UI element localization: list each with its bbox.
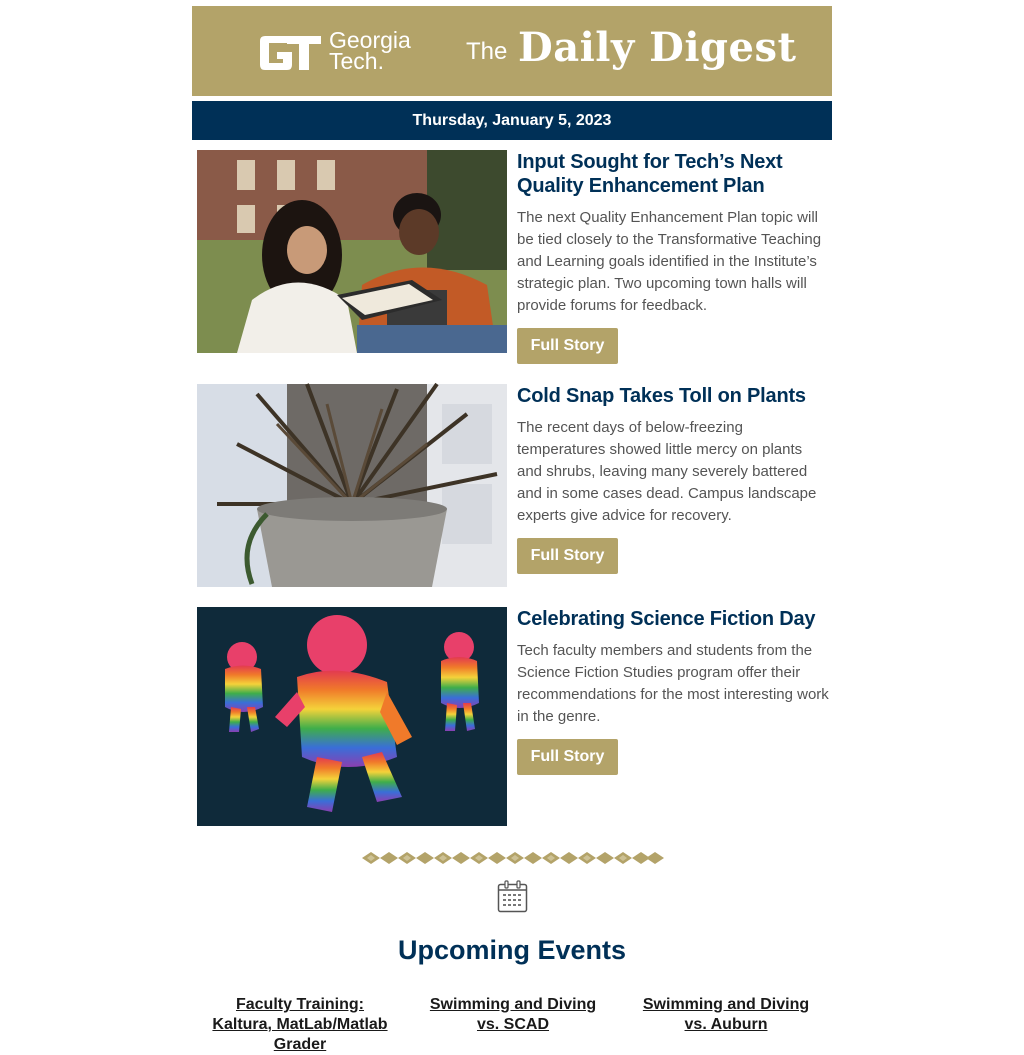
story-image-plants[interactable] <box>197 384 507 587</box>
masthead-banner <box>192 6 832 96</box>
story-image-students[interactable] <box>197 150 507 353</box>
georgia-tech-wordmark: Georgia Tech. <box>329 27 411 74</box>
event-link[interactable]: Faculty Training: Kaltura, MatLab/Matlab Grader <box>212 996 388 1053</box>
event-link[interactable]: Swimming and Diving vs. SCAD <box>429 996 597 1033</box>
full-story-button[interactable]: Full Story <box>517 538 618 574</box>
story-content <box>517 150 829 364</box>
full-story-button[interactable]: Full Story <box>517 328 618 364</box>
story-content <box>517 607 829 775</box>
gt-monogram-icon <box>259 32 323 74</box>
event-link[interactable]: Swimming and Diving vs. Auburn <box>642 996 810 1033</box>
newsletter-title: Daily Digest <box>518 24 797 71</box>
calendar-icon <box>497 880 528 913</box>
story-title[interactable]: Celebrating Science Fiction Day <box>517 608 816 630</box>
story-title[interactable]: Cold Snap Takes Toll on Plants <box>517 385 806 407</box>
story-summary: The recent days of below-freezing temperatures showed little mercy on plants and shrubs, leaving many severely battered and in some cases dead. Campus landscape experts give advice for recovery. <box>517 419 817 524</box>
diamond-divider-icon <box>362 850 664 866</box>
story-title[interactable]: Input Sought for Tech’s Next Quality Enhancement Plan <box>517 151 783 197</box>
story-content <box>517 384 829 574</box>
issue-date-bar: Thursday, January 5, 2023 <box>192 101 832 140</box>
newsletter-title-prefix: The <box>466 38 508 65</box>
upcoming-events-heading: Upcoming Events <box>397 935 627 965</box>
full-story-button[interactable]: Full Story <box>517 739 618 775</box>
story-summary: Tech faculty members and students from the Science Fiction Studies program offer their recommendations for the most interesting work in the genre. <box>517 642 829 725</box>
georgia-tech-logo[interactable] <box>259 27 419 76</box>
story-image-astronauts[interactable] <box>197 607 507 826</box>
story-summary: The next Quality Enhancement Plan topic will be tied closely to the Transformative Teaching and Learning goals identified in the Institute’s strategic plan. Two upcoming town halls will provide forums for feedback. <box>517 209 822 314</box>
